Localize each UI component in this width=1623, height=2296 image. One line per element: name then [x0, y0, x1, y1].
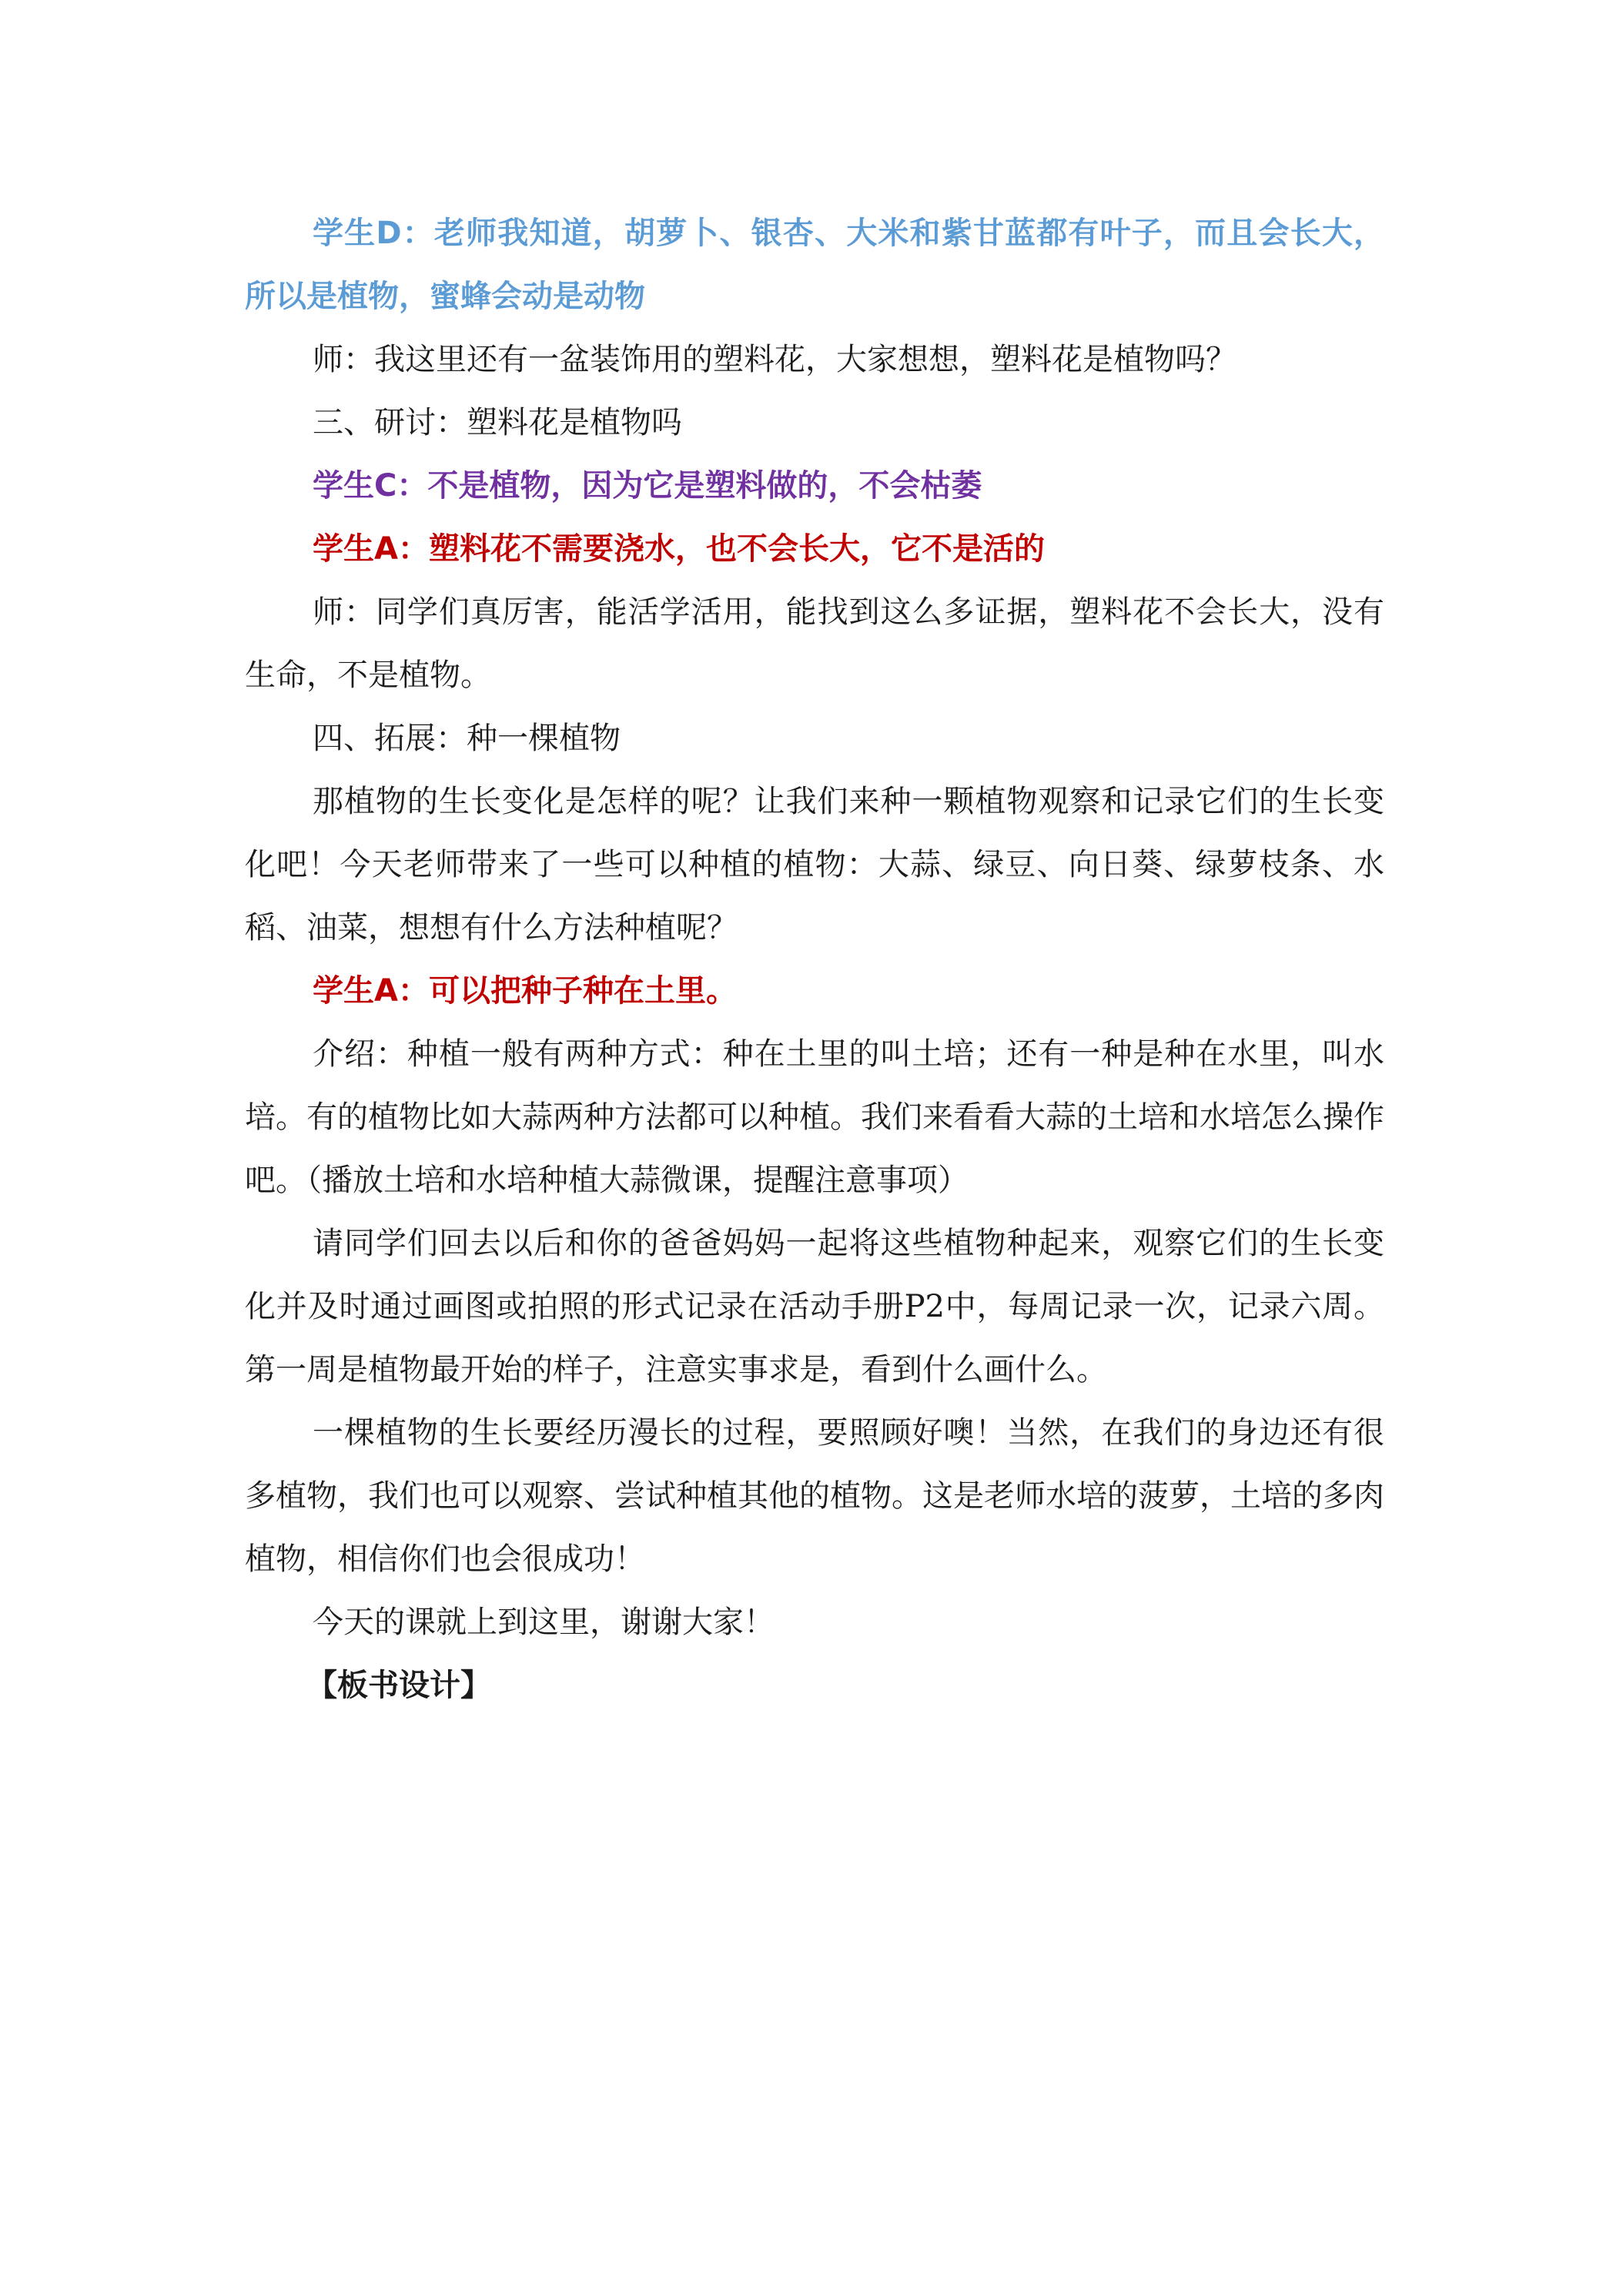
plant-care-reminder: 一棵植物的生长要经历漫长的过程，要照顾好噢！当然，在我们的身边还有很多植物，我们也可以观察、尝试种植其他的植物。这是老师水培的菠萝，土培的多肉植物，相信你们也会很成功！	[245, 1415, 1384, 1577]
teacher-plastic-flower-question: 师：我这里还有一盆装饰用的塑料花，大家想想，塑料花是植物吗？	[313, 342, 1236, 377]
section-four-heading: 四、拓展：种一棵植物	[313, 721, 621, 756]
document-page	[245, 202, 1384, 1717]
planting-methods-intro: 介绍：种植一般有两种方式：种在土里的叫土培；还有一种是种在水里，叫水培。有的植物比如大蒜两种方法都可以种植。我们来看看大蒜的土培和水培怎么操作吧。（播放土培和水培种植大蒜微课，提醒注意事项）	[245, 1036, 1384, 1198]
student-d-answer: 学生D：老师我知道，胡萝卜、银杏、大米和紫甘蓝都有叶子，而且会长大，所以是植物，蜜蜂会动是动物	[245, 216, 1384, 314]
class-closing: 今天的课就上到这里，谢谢大家！	[313, 1605, 775, 1640]
student-c-answer: 学生C：不是植物，因为它是塑料做的，不会枯萎	[313, 468, 982, 504]
homework-instructions: 请同学们回去以后和你的爸爸妈妈一起将这些植物种起来，观察它们的生长变化并及时通过画图或拍照的形式记录在活动手册P2中，每周记录一次，记录六周。第一周是植物最开始的样子，注意实事求是，看到什么画什么。	[245, 1226, 1384, 1387]
blackboard-design-heading: 【板书设计】	[306, 1668, 491, 1703]
student-a-answer-plastic: 学生A：塑料花不需要浇水，也不会长大，它不是活的	[313, 531, 1045, 567]
student-a-answer-soil: 学生A：可以把种子种在土里。	[313, 973, 737, 1009]
plant-growth-intro: 那植物的生长变化是怎样的呢？让我们来种一颗植物观察和记录它们的生长变化吧！今天老师带来了一些可以种植的植物：大蒜、绿豆、向日葵、绿萝枝条、水稻、油菜，想想有什么方法种植呢？	[245, 784, 1384, 946]
teacher-praise: 师：同学们真厉害，能活学活用，能找到这么多证据，塑料花不会长大，没有生命，不是植物。	[245, 594, 1384, 693]
section-three-heading: 三、研讨：塑料花是植物吗	[313, 405, 682, 440]
